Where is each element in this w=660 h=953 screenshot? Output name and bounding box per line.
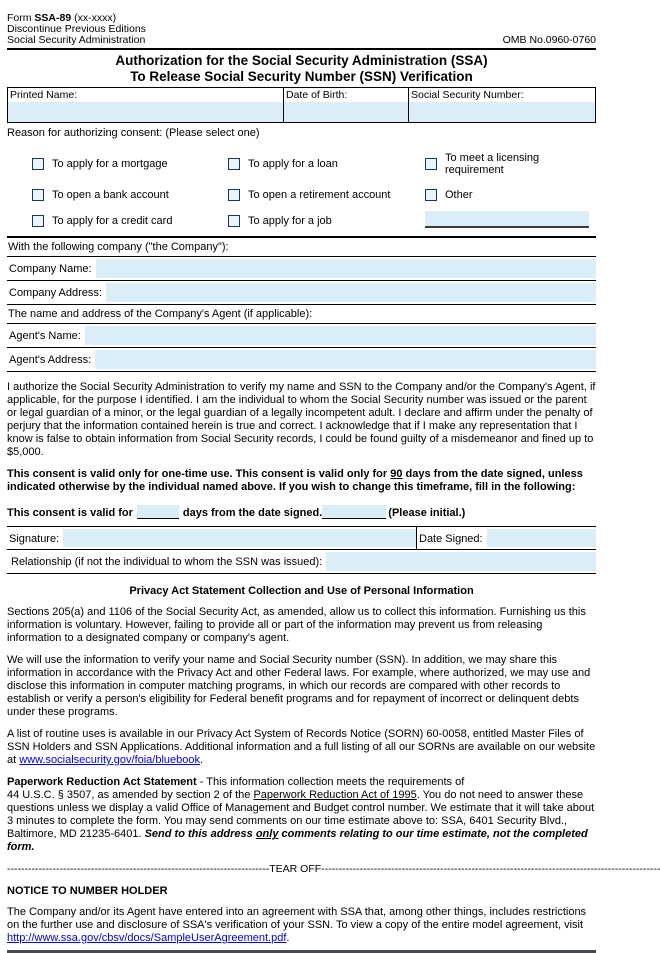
company-name-row (7, 257, 596, 281)
only-emphasis: only (255, 828, 279, 840)
tear-off-line: ---------------------------------------------------------------------------TEAR OFF------------------------------------------------------------------------------------------------- (7, 863, 660, 875)
identity-table (7, 87, 596, 123)
bluebook-link[interactable]: www.socialsecurity.gov/foia/bluebook (19, 754, 201, 766)
relationship-input[interactable] (326, 552, 596, 571)
retirement-account-checkbox[interactable] (228, 189, 240, 201)
company-address-input[interactable] (106, 283, 596, 302)
agency-line: Social Security Administration (7, 34, 146, 46)
licensing-label: To meet a licensing requirement (445, 152, 540, 176)
option-credit-card (32, 214, 228, 228)
loan-checkbox[interactable] (228, 158, 240, 170)
retirement-account-label: To open a retirement account (248, 189, 391, 201)
ssn-input[interactable] (409, 102, 595, 122)
relationship-row (7, 550, 596, 574)
bank-account-label: To open a bank account (52, 189, 169, 201)
consent-fill-line: This consent is valid for days from the date signed. (Please initial.) (7, 507, 466, 519)
agent-name-row (7, 324, 596, 348)
privacy-paragraph-2: We will use the information to verify your name and Social Security number (SSN). In addition, we may share this information in accordance with the Privacy Act and other Federal laws. For example, where authorized, we may use and disclose this information in computer matching programs, in which our records are compared with other records to establish or verify a person's eligibility for Federal benefit programs and for repayment of incorrect or delinquent debts under these programs. (7, 654, 591, 718)
form-number-line: Form SSA-89 (xx-xxxx) (7, 12, 117, 24)
option-bank-account (32, 189, 228, 201)
credit-card-checkbox[interactable] (32, 215, 44, 227)
signature-row (7, 526, 596, 550)
printed-name-input[interactable] (8, 102, 283, 122)
signature-label: Signature: (9, 533, 60, 545)
notice-paragraph: The Company and/or its Agent have entered into an agreement with SSA that, among other things, includes restrictions on the further use and disclosure of SSA's verification of your SSN. To view a copy of the entire model agreement, visit http://www.ssa.gov/cbsv/docs/SampleUserAgreement.pdf. (7, 906, 587, 944)
date-signed-cell (417, 527, 596, 549)
printed-name-cell (8, 88, 284, 122)
agent-address-row (7, 348, 596, 372)
company-name-input[interactable] (96, 259, 596, 278)
sample-agreement-link[interactable]: http://www.ssa.gov/cbsv/docs/SampleUserAgreement.pdf (7, 932, 287, 944)
privacy-paragraph-1: Sections 205(a) and 1106 of the Social Security Act, as amended, allow us to collect this information. Furnishing us this information is voluntary. However, failing to provide all or part of the information may prevent us from releasing information to a designated company or company's agent. (7, 606, 586, 644)
form-title-line2: To Release Social Security Number (SSN) Verification (130, 68, 473, 84)
option-job (228, 214, 425, 228)
paperwork-reduction-paragraph: Paperwork Reduction Act Statement - This information collection meets the requirements of 44 U.S.C. § 3507, as amended by section 2 of the Paperwork Reduction Act of 1995. You do not need to answer these questions unless we display a valid Office of Management and Budget control number. We estimate that it will take about 3 minutes to complete the form. You may send comments on our time estimate above to: SSA, 6401 Security Blvd., Baltimore, MD 21235-6401. Send to this address only comments relating to our time estimate, not the completed form. (7, 776, 595, 853)
form-id-block (7, 13, 146, 46)
mortgage-checkbox[interactable] (32, 158, 44, 170)
company-name-label: Company Name: (9, 263, 92, 275)
authorization-paragraph: I authorize the Social Security Administration to verify my name and SSN to the Company and/or the Company's Agent, if applicable, for the purpose I identified. I am the individual to whom the Social Security number was issued or the parent or legal guardian of a minor, or the legal guardian of a legally incompetent adult. I declare and affirm under the penalty of perjury that the information contained herein is true and correct. I acknowledge that if I make any representation that I know is false to obtain information from Social Security records, I could be found guilty of a misdemeanor and fined up to $5,000. (7, 381, 596, 458)
other-checkbox[interactable] (425, 189, 437, 201)
credit-card-label: To apply for a credit card (52, 215, 173, 227)
agent-name-input[interactable] (85, 326, 596, 345)
signature-input[interactable] (63, 529, 416, 547)
option-loan (228, 152, 425, 176)
option-licensing (425, 152, 596, 176)
other-reason-input[interactable] (425, 211, 589, 228)
option-retirement-account (228, 189, 425, 201)
date-signed-input[interactable] (487, 529, 596, 547)
initial-input[interactable] (322, 505, 386, 519)
ssn-cell (409, 88, 595, 122)
printed-name-label: Printed Name: (10, 89, 78, 101)
other-reason-cell (425, 214, 596, 228)
bank-account-checkbox[interactable] (32, 189, 44, 201)
discontinue-line: Discontinue Previous Editions (7, 23, 146, 35)
ssn-label: Social Security Number: (411, 89, 524, 101)
signature-cell (7, 527, 417, 549)
company-address-row (7, 281, 596, 305)
privacy-act-heading: Privacy Act Statement Collection and Use of Personal Information (129, 585, 474, 597)
job-label: To apply for a job (248, 215, 332, 227)
paperwork-title: Paperwork Reduction Act Statement (7, 776, 197, 788)
company-address-label: Company Address: (9, 287, 102, 299)
date-of-birth-input[interactable] (284, 102, 408, 122)
form-title-line1: Authorization for the Social Security Administration (SSA) (115, 53, 488, 68)
form-title (7, 50, 596, 87)
consent-validity-paragraph: This consent is valid only for one-time use. This consent is valid only for 90 days from the date signed, unless indicated otherwise by the individual named above. If you wish to change this timeframe, fill in the following: (7, 468, 583, 493)
loan-label: To apply for a loan (248, 158, 338, 170)
agent-address-input[interactable] (95, 350, 596, 369)
job-checkbox[interactable] (228, 215, 240, 227)
omb-number: OMB No.0960-0760 (502, 34, 596, 46)
option-other (425, 189, 596, 201)
ninety-days-underline: 90 (390, 468, 403, 480)
mortgage-label: To apply for a mortgage (52, 158, 168, 170)
pra-1995-underline: Paperwork Reduction Act of 1995 (253, 789, 417, 801)
reason-prompt: Reason for authorizing consent: (Please select one) (7, 127, 260, 139)
reason-options-grid (7, 152, 596, 228)
notice-heading: NOTICE TO NUMBER HOLDER (7, 885, 168, 897)
tear-off-label: TEAR OFF (269, 863, 322, 875)
licensing-checkbox[interactable] (425, 158, 437, 170)
date-of-birth-cell (284, 88, 409, 122)
agent-heading: The name and address of the Company's Agent (if applicable): (7, 305, 596, 324)
agent-address-label: Agent's Address: (9, 354, 92, 366)
form-header (7, 13, 596, 50)
days-valid-input[interactable] (137, 505, 179, 519)
relationship-label: Relationship (if not the individual to whom the SSN was issued): (11, 556, 323, 568)
agent-name-label: Agent's Name: (9, 330, 81, 342)
privacy-paragraph-3: A list of routine uses is available in our Privacy Act System of Records Notice (SORN) 60-0058, entitled Master Files of SSN Holders and SSN Applications. Additional information and a full listing of all our SORNs are available on our website at www.socialsecurity.gov/foia/bluebook. (7, 728, 596, 766)
date-of-birth-label: Date of Birth: (286, 89, 348, 101)
company-heading: With the following company ("the Company"): (7, 238, 596, 257)
option-mortgage (32, 152, 228, 176)
date-signed-label: Date Signed: (419, 533, 483, 545)
other-label: Other (445, 189, 473, 201)
